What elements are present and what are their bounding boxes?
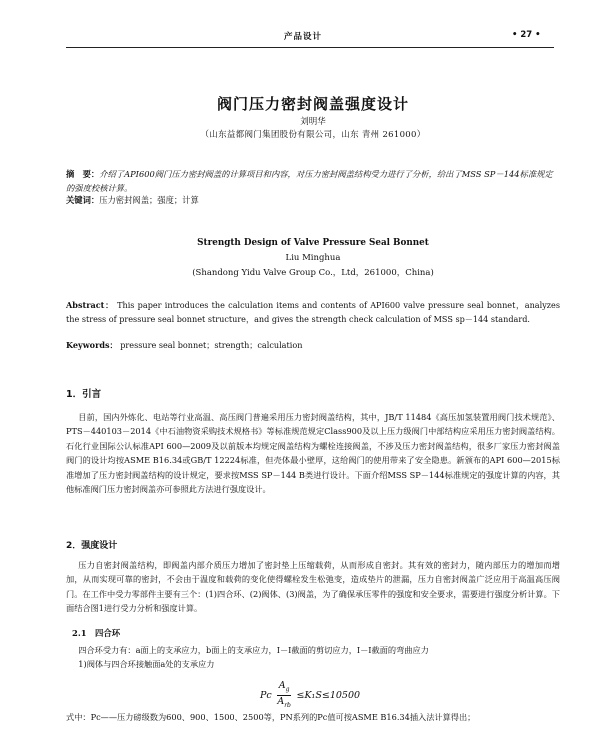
article-title-en: Strength Design of Valve Pressure Seal Bonnet <box>197 238 429 248</box>
abstract-en-label: Abstract： <box>66 300 114 310</box>
keywords-zh-text: 压力密封阀盖；强度；计算 <box>99 195 199 205</box>
formula-denominator: $A_{rb}$ <box>277 695 291 709</box>
affiliation-zh: （山东益都阀门集团股份有限公司，山东 青州 261000） <box>200 130 426 140</box>
journal-section-title: 产品设计 <box>284 32 323 42</box>
formula-fraction <box>277 680 292 711</box>
abstract-zh-label: 摘 要： <box>66 169 100 179</box>
keywords-en-label: Keywords： <box>66 340 118 350</box>
formula-lhs: Pc <box>260 689 272 701</box>
article-title-zh: 阀门压力密封阀盖强度设计 <box>216 95 409 113</box>
page-number: • 27 • <box>512 30 541 40</box>
keywords-en <box>66 340 560 351</box>
keywords-zh-label: 关键词： <box>66 195 100 205</box>
author-zh: 刘明华 <box>300 117 326 127</box>
running-header <box>0 30 600 44</box>
equation-bearing-stress <box>260 680 360 711</box>
abstract-zh-text: 介绍了API600阀门压力密封阀盖的计算项目和内容，对压力密封阀盖结构受力进行了分析，给出了MSS SP－144标准规定的强度校核计算。 <box>66 169 553 193</box>
keywords-en-text: pressure seal bonnet；strength；calculation <box>120 340 303 350</box>
keywords-zh <box>66 194 560 206</box>
section-1-paragraph: 目前，国内外炼化、电站等行业高温、高压阀门普遍采用压力密封阀盖结构，其中，JB/T 11484《高压加氢装置用阀门技术规范》、PTS－440103－2014《中石油物资采购技术规格书》等标准规范规定Class900及以上压力级阀门中部结构应采用压力密封阀盖结构。石化行业国际公认标准API 600—2009及以前版本均规定阀盖结构为螺栓连接阀盖，不涉及压力密封阀盖结构，很多厂家压力密封阀盖阀门的设计均按ASME B16.34或GB/T 12224标准，但壳体最小壁厚，这给阀门的使用带来了安全隐患。新颁布的API 600—2015标准增加了压力密封阀盖结构的设计规定，要求按MSS SP－144 B类进行设计。下面介绍MSS SP－144标准规定的强度计算的内容，其他标准阀门压力密封阀盖亦可参照此方法进行强度设计。 <box>66 412 560 495</box>
section-2-heading: 2．强度设计 <box>66 541 118 551</box>
section-2-paragraph: 压力自密封阀盖结构，即阀盖内部介质压力增加了密封垫上压缩载荷，从而形成自密封。其有效的密封力，随内部压力的增加而增加，从而实现可靠的密封，不会由于温度和载荷的变化使得螺栓发生松弛变，造成垫片的泄漏，压力自密封阀盖广泛应用于高温高压阀门。在工作中受力零部件主要有三个：(1)四合环、(2)阀体、(3)阀盖，为了确保承压零件的强度和安全要求，需要进行强度分析计算。下面结合图1进行受力分析和强度计算。 <box>66 560 560 614</box>
affiliation-en: (Shandong Yidu Valve Group Co.，Ltd，261000，China) <box>192 268 434 278</box>
section-1-heading: 1．引言 <box>66 389 102 400</box>
abstract-en-text: This paper introduces the calculation items and contents of API600 valve pressure seal bonnet，analyzes the stress of pressure seal bonnet structure，and gives the strength check calculation of MSS sp－144 standard. <box>66 300 561 324</box>
formula-explanation: 式中：Pc——压力磅级数为600、900、1500、2500等，PN系列的Pc值可按ASME B16.34插入法计算得出； <box>66 712 476 722</box>
formula-numerator: $A_g$ <box>277 680 292 696</box>
abstract-en <box>66 299 560 326</box>
abstract-zh <box>66 168 560 195</box>
formula-rhs: ≤K₁S≤10500 <box>296 689 361 701</box>
author-en: Liu Minghua <box>285 253 341 263</box>
section-2-1-heading: 2.1 四合环 <box>72 628 121 638</box>
section-2-1-line-1: 四合环受力有：a面上的支承应力，b面上的支承应力，Ⅰ－Ⅰ截面的剪切应力，Ⅰ－Ⅰ截面的弯曲应力 <box>78 645 429 655</box>
section-2-1-line-2: 1)阀体与四合环接触面a处的支承应力 <box>78 659 215 669</box>
header-rule <box>66 47 554 48</box>
